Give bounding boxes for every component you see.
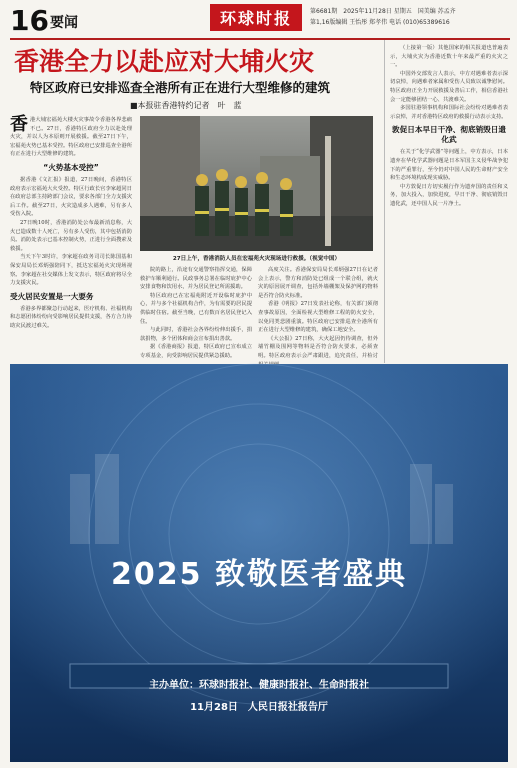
paragraph: 香港多界都聚急行动起来，医疗机构、社福机构和志愿团体纷纷向受影响居民提供支援，各方合力协助灾民渡过难关。 xyxy=(10,305,132,329)
paragraph: 中方敦促日方切实履行作为遗弃国的责任和义务，加大投入，加快进度，早日干净、彻底销毁日遗化武，还中国人民一片净土。 xyxy=(390,183,508,207)
paragraph: 据《香港商报》报道，特区政府已宣布成立专项基金，向受影响居民提供紧急援助。 xyxy=(140,344,252,359)
byline: ■本报驻香港特约记者 叶 蓝 xyxy=(130,101,242,110)
ad-title-year: 2025 xyxy=(111,557,203,592)
ad-title xyxy=(10,549,508,593)
article-column-2 xyxy=(140,266,252,362)
paragraph: 高度关注。香港保安局局长邓炳强27日在记者会上表示，警方和消防处已组成一个联合组，就火灾的原因展开调查，包括外墙棚架及保护网的物料是否符合防火标准。 xyxy=(258,267,378,299)
dropcap: 香 xyxy=(10,114,28,135)
column-divider xyxy=(384,40,385,363)
article-column-1 xyxy=(10,116,132,362)
section-subtitle: “火势基本受控” xyxy=(43,162,99,172)
paragraph: 中国外交部发言人表示，中方对遇难者表示深切哀悼，向遇难者家属和受伤人员致以诚挚慰问。特区政府正全力开展救援及善后工作，相信香港社会一定能够团结一心、共渡难关。 xyxy=(390,70,508,103)
photo-caption: 27日上午，香港消防人员在宏福苑火灾现场进行救援。（视觉中国） xyxy=(172,256,341,262)
section-subtitle: 敦促日本早日干净、彻底销毁日遗化武 xyxy=(392,125,506,145)
editor-meta: 第1,16版编辑 王怡彤 郑孝伟 电话 (010)65389616 xyxy=(310,19,450,26)
news-photo xyxy=(140,116,373,251)
ad-title-text: 致敬医者盛典 xyxy=(214,557,407,592)
paragraph: （上接第一版）其他国家的相关报道也普遍表示，大埔火灾为香港近数十年来最严重的火灾之一。 xyxy=(390,45,508,69)
headline: 香港全力以赴应对大埔火灾 xyxy=(14,47,315,76)
article-column-4 xyxy=(390,44,508,362)
ad-date: 11月28日 人民日报社报告厅 xyxy=(190,702,328,713)
paragraph: 《大公报》27日称，大火起因仍待调查，但外墙竹棚及围网等物料是否符合防火要求，必须查明。特区政府表示会严肃跟进，追究责任，并检讨 xyxy=(258,335,378,359)
paragraph: 当天下午3时许，李家超在政务司司长陈国基和保安局局长邓炳强陪同下，抵达宏福苑火灾现场视察。李家超在社交媒体上发文表示，特区政府将尽全力支援灾民。 xyxy=(10,254,132,287)
paragraph: 在关于“化学武器”等问题上，中方表示，日本遗弃在华化学武器问题是日本军国主义侵华战争犯下的严重罪行，至今仍对中国人民的生命财产安全和生态环境构成现实威胁。 xyxy=(390,149,508,182)
paragraph: 多国驻港领事机构和国际社会纷纷对遇难者表示哀悼，并对香港特区政府的救援行动表示支持。 xyxy=(390,105,508,120)
section-label: 要闻 xyxy=(50,15,78,31)
paragraph: 与此同时，香港社会各界纷纷伸出援手，捐款捐物，多个团体和商会宣布捐出善款。 xyxy=(140,327,252,342)
article-column-3 xyxy=(258,266,378,362)
masthead-logo: 环球时报 xyxy=(210,4,302,31)
intro-paragraph: 港大埔宏福苑大楼火灾事故令香港各界悲痛不已。27日，香港特区政府全力以赴处理火灾，并以人为本原则开展救援。截至27日下午，宏福苑火势已基本受控。特区政府已安排巡查全港所有正在进行大型维修的建筑。 xyxy=(10,117,132,158)
subheadline: 特区政府已安排巡查全港所有正在进行大型维修的建筑 xyxy=(30,80,331,95)
advertisement-banner xyxy=(10,364,508,762)
paragraph: 香港《明报》27日发表社论称，有关部门须彻查事故原因，全面检视大型维修工程的防火安全，以免同类悲剧重演。特区政府已安排巡查全港所有正在进行大型维修的建筑，确保工地安全。 xyxy=(258,301,378,334)
section-subtitle: 受火居民安置是一大要务 xyxy=(10,291,94,301)
paragraph: 院的路上，沿途有交通警察指挥交通，保障救护车顺利通行。民政事务总署在临时庇护中心安排食物和饮用水，并为居民登记所需援助。 xyxy=(140,267,252,291)
ad-organizers: 主办单位：环球时报社、健康时报社、生命时报社 xyxy=(149,680,369,691)
paragraph: 27日晚10时，香港消防处公布最新消息称，大火已造成数十人死亡，另有多人受伤，其中包括消防员。消防处表示已基本控制火势，正进行全面搜索及救援。 xyxy=(10,219,132,252)
page-number: 16 xyxy=(10,4,49,37)
paragraph: 据香港《文汇报》报道，27日晚间，香港特区政府表示宏福苑大火受控。特区行政长官李家超同日在政府总部主持跨部门会议，要求各部门全力支援灾后工作。截至27日，火灾造成多人遇难，另有多人受伤入院。 xyxy=(10,176,132,218)
issue-meta: 第6681期 2025年11月28日 星期五 国美编 苏孟齐 xyxy=(310,8,456,15)
page-header xyxy=(10,4,510,40)
paragraph: 特区政府已在宏福苑附近开设临时庇护中心，并与多个社福机构合作，为有需要的居民提供临时住宿。截至当晚，已有数百名居民登记入住。 xyxy=(140,292,252,325)
